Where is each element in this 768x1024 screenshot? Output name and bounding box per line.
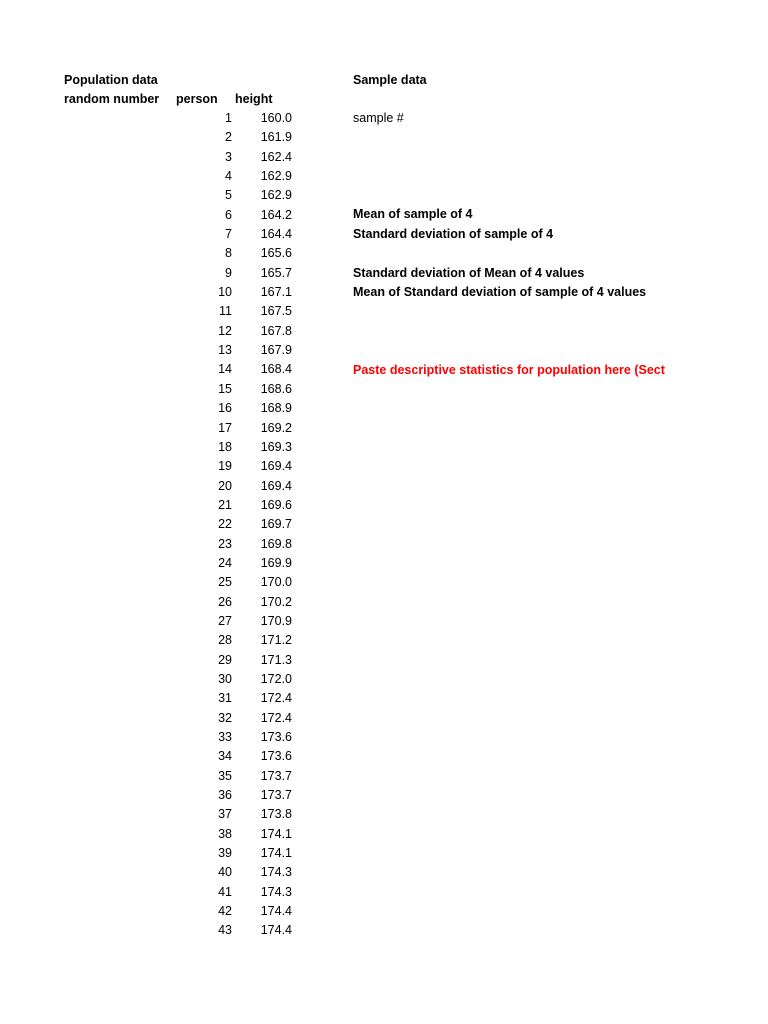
height-cell: 162.9: [260, 188, 292, 203]
table-row: [0, 709, 320, 728]
table-row: [0, 302, 320, 321]
person-cell: 7: [225, 227, 232, 242]
std-of-mean-label: Standard deviation of Mean of 4 values: [353, 266, 585, 280]
table-row: [0, 128, 320, 147]
table-row: [0, 670, 320, 689]
table-row: [0, 921, 320, 940]
person-cell: 41: [218, 884, 232, 899]
table-row: [0, 554, 320, 573]
height-cell: 169.4: [260, 478, 292, 493]
table-row: [0, 767, 320, 786]
person-cell: 4: [225, 169, 232, 184]
person-cell: 25: [218, 575, 232, 590]
height-cell: 169.9: [260, 555, 292, 570]
height-cell: 173.8: [260, 807, 292, 822]
height-cell: 173.6: [260, 730, 292, 744]
sample-data-title: Sample data: [353, 73, 427, 87]
height-cell: 170.9: [260, 613, 292, 628]
height-cell: 174.1: [260, 846, 292, 861]
person-cell: 17: [218, 420, 232, 435]
person-cell: 35: [218, 768, 232, 783]
table-row: [0, 341, 320, 360]
person-cell: 15: [218, 381, 232, 396]
table-row: [0, 728, 320, 747]
table-row: [0, 109, 320, 128]
person-cell: 13: [218, 343, 232, 358]
height-cell: 172.4: [260, 710, 292, 725]
person-cell: 33: [218, 730, 232, 744]
paste-instruction-text: Paste descriptive statistics for population here (Sect: [353, 363, 665, 377]
height-cell: 169.8: [260, 536, 292, 551]
person-cell: 37: [218, 807, 232, 822]
table-row: [0, 206, 320, 225]
population-table: [0, 109, 320, 941]
table-row: [0, 380, 320, 399]
person-cell: 20: [218, 478, 232, 493]
table-row: [0, 863, 320, 882]
height-cell: 160.0: [260, 111, 292, 125]
person-cell: 19: [218, 459, 232, 474]
height-cell: 167.8: [260, 323, 292, 338]
height-cell: 174.1: [260, 826, 292, 841]
person-cell: 2: [225, 130, 232, 145]
height-cell: 168.9: [260, 401, 292, 416]
height-cell: 169.6: [260, 497, 292, 512]
person-cell: 21: [218, 497, 232, 512]
height-cell: 174.3: [260, 884, 292, 899]
table-row: [0, 322, 320, 341]
height-cell: 162.4: [260, 149, 292, 164]
table-row: [0, 360, 320, 379]
person-cell: 16: [218, 401, 232, 416]
table-row: [0, 883, 320, 902]
sample-number-label: sample #: [353, 111, 404, 125]
table-row: [0, 612, 320, 631]
person-cell: 31: [218, 691, 232, 706]
person-cell: 23: [218, 536, 232, 551]
height-cell: 169.7: [260, 517, 292, 532]
table-row: [0, 244, 320, 263]
table-row: [0, 631, 320, 650]
person-cell: 32: [218, 710, 232, 725]
person-cell: 11: [219, 304, 232, 319]
height-cell: 170.0: [260, 575, 292, 590]
height-cell: 173.7: [260, 788, 292, 803]
person-cell: 27: [218, 613, 232, 628]
person-cell: 3: [225, 149, 232, 164]
height-cell: 167.5: [260, 304, 292, 319]
table-row: [0, 805, 320, 824]
table-row: [0, 786, 320, 805]
table-row: [0, 167, 320, 186]
person-cell: 40: [218, 865, 232, 880]
person-cell: 43: [218, 923, 232, 938]
height-cell: 174.4: [260, 923, 292, 938]
person-cell: 28: [218, 633, 232, 648]
person-cell: 30: [218, 671, 232, 686]
std-of-sample-label: Standard deviation of sample of 4: [353, 227, 554, 241]
person-cell: 12: [218, 323, 232, 338]
table-row: [0, 593, 320, 612]
height-cell: 167.1: [260, 285, 292, 300]
height-cell: 173.6: [260, 749, 292, 764]
table-row: [0, 496, 320, 515]
height-cell: 164.4: [260, 227, 292, 242]
person-cell: 8: [225, 246, 232, 261]
height-cell: 171.2: [260, 633, 292, 648]
table-row: [0, 573, 320, 592]
person-cell: 39: [218, 846, 232, 861]
person-cell: 5: [225, 188, 232, 203]
height-cell: 162.9: [260, 169, 292, 184]
height-cell: 168.4: [260, 362, 292, 377]
height-cell: 169.4: [260, 459, 292, 474]
table-row: [0, 844, 320, 863]
table-row: [0, 225, 320, 244]
person-cell: 24: [218, 555, 232, 570]
table-row: [0, 148, 320, 167]
person-cell: 9: [225, 265, 232, 280]
table-row: [0, 825, 320, 844]
table-row: [0, 457, 320, 476]
height-cell: 167.9: [260, 343, 292, 358]
table-row: [0, 651, 320, 670]
table-row: [0, 747, 320, 766]
height-cell: 170.2: [260, 594, 292, 609]
population-data-title: Population data: [64, 73, 158, 87]
height-cell: 173.7: [260, 768, 292, 783]
column-header-random-number: random number: [64, 92, 160, 106]
person-cell: 42: [218, 904, 232, 919]
person-cell: 10: [218, 285, 232, 300]
table-row: [0, 264, 320, 283]
height-cell: 172.4: [260, 691, 292, 706]
table-row: [0, 419, 320, 438]
mean-of-sample-label: Mean of sample of 4: [353, 207, 473, 221]
person-cell: 26: [218, 594, 232, 609]
column-header-height: height: [235, 92, 273, 106]
mean-of-std-label: Mean of Standard deviation of sample of 4 values: [353, 285, 647, 299]
table-row: [0, 515, 320, 534]
height-cell: 165.7: [260, 265, 292, 280]
height-cell: 168.6: [260, 381, 292, 396]
table-row: [0, 186, 320, 205]
person-cell: 14: [218, 362, 232, 377]
table-row: [0, 477, 320, 496]
table-row: [0, 535, 320, 554]
table-row: [0, 902, 320, 921]
height-cell: 169.3: [260, 439, 292, 454]
height-cell: 174.3: [260, 865, 292, 880]
table-row: [0, 283, 320, 302]
person-cell: 18: [218, 439, 232, 454]
table-row: [0, 399, 320, 418]
person-cell: 38: [218, 826, 232, 841]
height-cell: 171.3: [260, 652, 292, 667]
height-cell: 161.9: [260, 130, 292, 145]
table-row: [0, 438, 320, 457]
person-cell: 29: [218, 652, 232, 667]
person-cell: 22: [218, 517, 232, 532]
person-cell: 6: [225, 207, 232, 222]
height-cell: 174.4: [260, 904, 292, 919]
person-cell: 36: [218, 788, 232, 803]
person-cell: 1: [225, 111, 232, 125]
person-cell: 34: [218, 749, 232, 764]
height-cell: 169.2: [260, 420, 292, 435]
column-header-person: person: [176, 92, 218, 106]
height-cell: 164.2: [260, 207, 292, 222]
height-cell: 172.0: [260, 671, 292, 686]
height-cell: 165.6: [260, 246, 292, 261]
table-row: [0, 689, 320, 708]
